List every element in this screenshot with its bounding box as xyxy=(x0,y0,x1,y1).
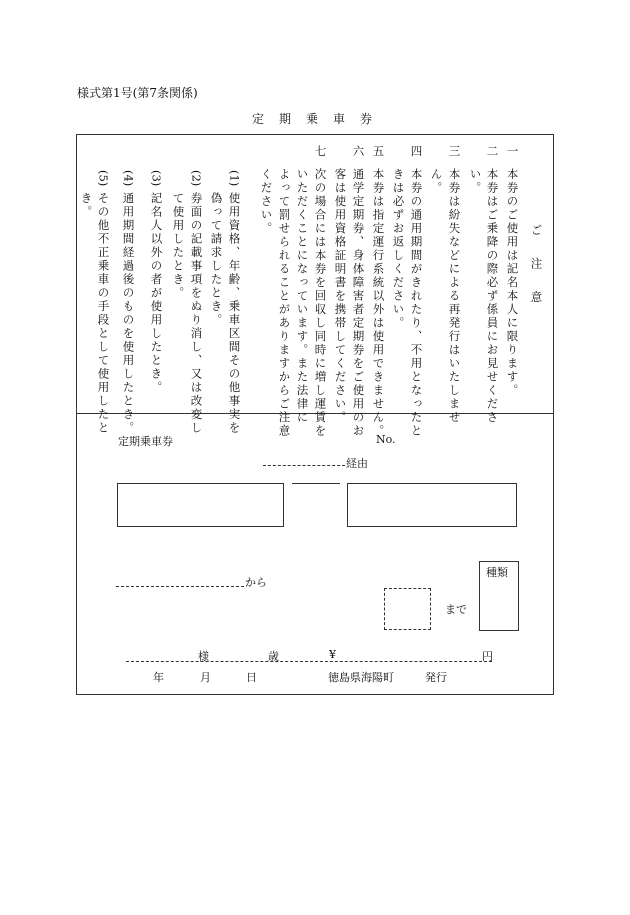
note-item-number: 三 xyxy=(447,145,462,157)
note-item-line: 本券の通用期間がきれたり、不用となったと xyxy=(409,168,424,438)
via-line xyxy=(263,465,345,466)
yen-unit-label: 円 xyxy=(482,650,493,663)
note-item-number: 一 xyxy=(505,145,520,157)
note-subitem-line: 券面の記載事項をぬり消し、又は改変し xyxy=(189,192,204,435)
note-subitem-number: (1) xyxy=(227,170,242,187)
note-item-line: ください。 xyxy=(259,168,274,236)
note-item-line: よって罰せられることがありますからご注意 xyxy=(277,168,292,438)
note-subitem-line: 記名人以外の者が使用したとき。 xyxy=(149,192,164,395)
note-subitem-line: 偽って請求したとき。 xyxy=(209,192,224,327)
note-item-line: 本券はご乗降の際必ず係員にお見せくださ xyxy=(485,168,500,425)
note-subitem-line: 使用資格、年齢、乗車区間その他事実を xyxy=(227,192,242,435)
issuer-label: 徳島県海陽町 xyxy=(328,671,394,684)
ticket-number-label: No. xyxy=(376,433,396,446)
note-item-number: 六 xyxy=(351,145,366,157)
note-subitem-line: その他不正乗車の手段として使用したと xyxy=(96,192,111,435)
note-item-line: いただくことになっています。また法律に xyxy=(295,168,310,425)
note-item-line: 本券は紛失などによる再発行はいたしませ xyxy=(447,168,462,425)
note-item-line: い。 xyxy=(468,168,483,195)
age-label: 歳 xyxy=(268,650,279,663)
note-item-number: 七 xyxy=(313,145,328,157)
note-subitem-number: (3) xyxy=(149,170,164,187)
holder-info-line xyxy=(126,661,492,662)
note-subitem-line: 通用期間経過後のものを使用したとき。 xyxy=(121,192,136,435)
month-label: 月 xyxy=(200,671,211,684)
note-item-number: 五 xyxy=(371,145,386,157)
day-label: 日 xyxy=(246,671,257,684)
note-subitem-line: き。 xyxy=(79,192,94,219)
note-item-line: 客は使用資格証明書を携帯してください。 xyxy=(333,168,348,425)
note-item-line: 本券のご使用は記名本人に限ります。 xyxy=(505,168,520,398)
note-item-line: きは必ずお返しください。 xyxy=(391,168,406,330)
note-subitem-line: て使用したとき。 xyxy=(171,192,186,300)
stamp-box xyxy=(384,588,431,630)
origin-station-box xyxy=(117,483,284,527)
note-item-line: ん。 xyxy=(429,168,444,195)
issued-label: 発行 xyxy=(425,671,447,684)
via-label: 経由 xyxy=(346,457,368,470)
destination-station-box xyxy=(347,483,517,527)
yen-mark-label: ¥ xyxy=(329,648,336,661)
note-item-line: 通学定期券、身体障害者定期券をご使用のお xyxy=(351,168,366,438)
ticket-type-label: 種類 xyxy=(486,566,508,579)
note-item-number: 四 xyxy=(409,145,424,157)
ticket-name-label: 定期乗車券 xyxy=(118,435,173,448)
note-subitem-number: (4) xyxy=(121,170,136,187)
name-suffix-label: 様 xyxy=(198,650,209,663)
via-separator-line xyxy=(292,483,340,484)
to-label: まで xyxy=(445,603,467,616)
document-title: 定期乗車券 xyxy=(252,112,388,126)
note-item-number: 二 xyxy=(485,145,500,157)
from-line xyxy=(116,586,244,587)
note-subitem-number: (5) xyxy=(96,170,111,187)
year-label: 年 xyxy=(153,671,164,684)
note-item-line: 次の場合には本券を回収し同時に増し運賃を xyxy=(313,168,328,438)
form-number-label: 様式第1号(第7条関係) xyxy=(77,86,198,100)
from-label: から xyxy=(245,576,267,589)
note-subitem-number: (2) xyxy=(189,170,204,187)
note-item-line: 本券は指定運行系統以外は使用できません。 xyxy=(371,168,386,438)
notes-heading: ご注意 xyxy=(529,224,544,325)
